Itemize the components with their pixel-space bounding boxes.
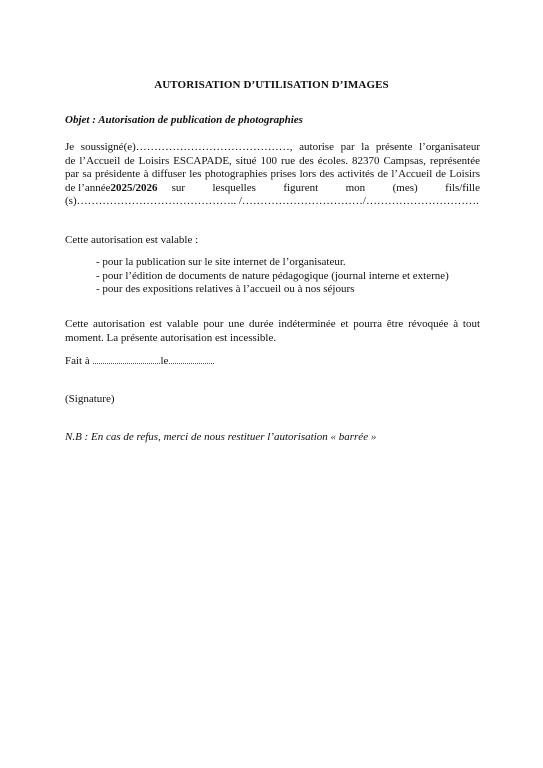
duration-paragraph xyxy=(65,318,480,345)
date-field: ....................... xyxy=(168,357,215,366)
usage-item-website: - pour la publication sur le site internet de l’organisateur. xyxy=(96,256,346,268)
nb-note: N.B : En cas de refus, merci de nous restituer l’autorisation « barrée » xyxy=(65,431,377,443)
year-suffix: sur lesquelles figurent mon (mes) fils/fille xyxy=(171,181,480,194)
school-year: 2025/2026 xyxy=(110,181,158,194)
children-names-line: (s)…………………………………….. /……………………………/…………………………. xyxy=(65,195,479,207)
le-label: le xyxy=(160,355,169,367)
document-title: AUTORISATION D’UTILISATION D’IMAGES xyxy=(154,79,389,91)
validity-intro: Cette autorisation est valable : xyxy=(65,234,199,246)
duration-line-1: Cette autorisation est valable pour une durée indéterminée et pourra être révoquée à tout xyxy=(65,318,480,330)
subject-line: Objet : Autorisation de publication de photographies xyxy=(65,114,303,126)
place-date-line xyxy=(65,355,214,369)
duration-line-2: moment. La présente autorisation est incessible. xyxy=(65,331,277,344)
year-suffix-wrap xyxy=(158,182,480,196)
place-field: .................................. xyxy=(92,357,161,366)
usage-list xyxy=(96,256,449,297)
consent-line-2: de l’Accueil de Loisirs ESCAPADE, situé 100 rue des écoles. 82370 Campsas, représentée xyxy=(65,154,480,167)
fait-a-label: Fait à xyxy=(65,355,90,367)
usage-item-exhibitions: - pour des expositions relatives à l’accueil ou à nos séjours xyxy=(96,283,355,295)
consent-line-1: Je soussigné(e)……………………………………, autorise par la présente l’organisateur xyxy=(65,141,480,153)
consent-line-4 xyxy=(65,182,480,196)
consent-paragraph xyxy=(65,141,480,209)
signature-label: (Signature) xyxy=(65,393,115,405)
consent-line-3: par sa présidente à diffuser les photographies prises lors des activités de l’Accueil de Loisirs xyxy=(65,168,480,180)
year-prefix: de l’année xyxy=(65,181,111,194)
usage-item-publications: - pour l’édition de documents de nature pédagogique (journal interne et externe) xyxy=(96,269,449,282)
